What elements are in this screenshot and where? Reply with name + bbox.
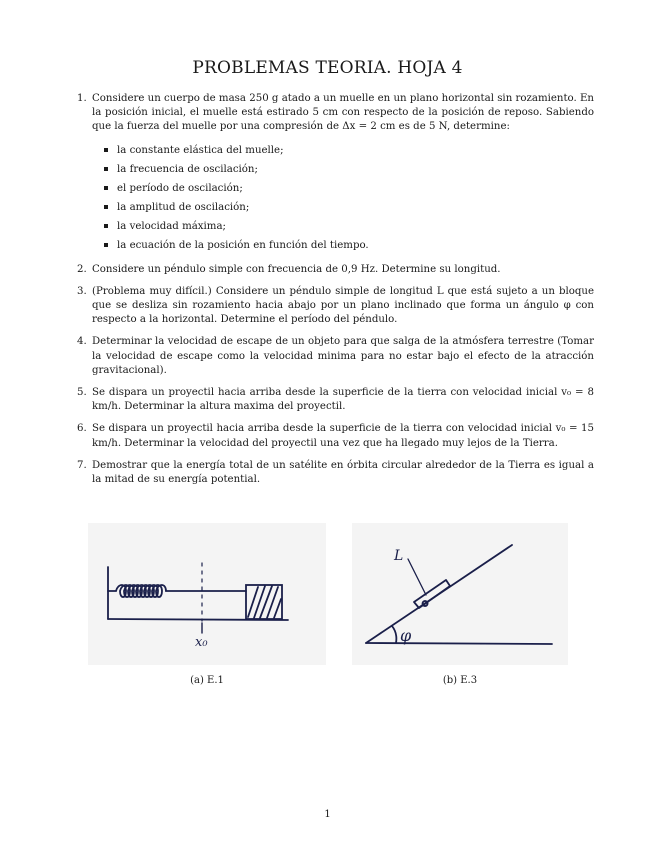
- angle-label: φ: [400, 626, 412, 645]
- problem-list: [78, 92, 594, 495]
- x0-label: x₀: [195, 635, 208, 650]
- problem-text: (Problema muy difícil.) Considere un péndulo simple de longitud L que está sujeto a un bloque que se desliza sin rozamiento hacia abajo por un plano inclinado que forma un ángulo φ con respecto a la horizontal. Determine el período del péndulo.: [92, 285, 594, 326]
- problem-text: Considere un cuerpo de masa 250 g atado a un muelle en un plano horizontal sin rozamiento. En la posición inicial, el muelle está estirado 5 cm con respecto de la posición de reposo. Sabiendo que la fuerza del muelle por una compresión de Δx = 2 cm es de 5 N, determine:: [92, 93, 594, 133]
- problem-text: Demostrar que la energía total de un satélite en órbita circular alrededor de la Tierra es igual a la mitad de su energía potential.: [92, 459, 594, 486]
- problem-number: 2.: [77, 263, 87, 275]
- bullet-item: la amplitud de oscilación;: [104, 198, 594, 217]
- problem-text: Se dispara un proyectil hacia arriba desde la superficie de la tierra con velocidad inicial v₀ = 15 km/h. Determinar la velocidad del proyectil una vez que ha llegado muy lejos de la Tierra.: [92, 423, 594, 449]
- problem-6: [78, 422, 594, 450]
- page-number: 1: [324, 809, 331, 820]
- figure-caption: (a) E.1: [190, 675, 224, 686]
- length-label: L: [394, 548, 404, 564]
- problem-number: 5.: [77, 387, 87, 399]
- problem-3: [78, 285, 594, 328]
- figure-incline: [352, 523, 568, 686]
- bullet-list: [92, 141, 594, 255]
- problem-number: 3.: [77, 285, 87, 297]
- bullet-item: la constante elástica del muelle;: [104, 141, 594, 160]
- page-title: PROBLEMAS TEORIA. HOJA 4: [192, 58, 463, 78]
- ground-line: [366, 643, 552, 644]
- figure-caption: (b) E.3: [442, 675, 478, 686]
- problem-number: 6.: [77, 423, 87, 435]
- problem-4: [78, 335, 594, 378]
- problem-2: [78, 263, 594, 277]
- bullet-item: el período de oscilación;: [104, 179, 594, 198]
- problem-text: Determinar la velocidad de escape de un objeto para que salga de la atmósfera terrestre (Tomar la velocidad de escape como la velocidad minima para no estar bajo el efecto de la atracción gravitacional).: [92, 336, 594, 376]
- problem-text: Considere un péndulo simple con frecuencia de 0,9 Hz. Determine su longitud.: [92, 263, 501, 275]
- problem-7: [78, 459, 594, 487]
- bullet-item: la velocidad máxima;: [104, 217, 594, 236]
- bullet-item: la ecuación de la posición en función del tiempo.: [104, 236, 594, 255]
- problem-text: Se dispara un proyectil hacia arriba desde la superficie de la tierra con velocidad inicial v₀ = 8 km/h. Determinar la altura maxima del proyectil.: [92, 387, 594, 413]
- problem-number: 7.: [77, 459, 87, 471]
- incline-pendulum-sketch: [352, 523, 568, 665]
- problem-number: 4.: [77, 336, 87, 348]
- problem-5: [78, 386, 594, 414]
- figure-spring: [88, 523, 326, 686]
- problem-number: 1.: [77, 93, 87, 104]
- bullet-item: la frecuencia de oscilación;: [104, 160, 594, 179]
- spring-mass-sketch: [88, 523, 326, 665]
- problem-1: [78, 92, 594, 255]
